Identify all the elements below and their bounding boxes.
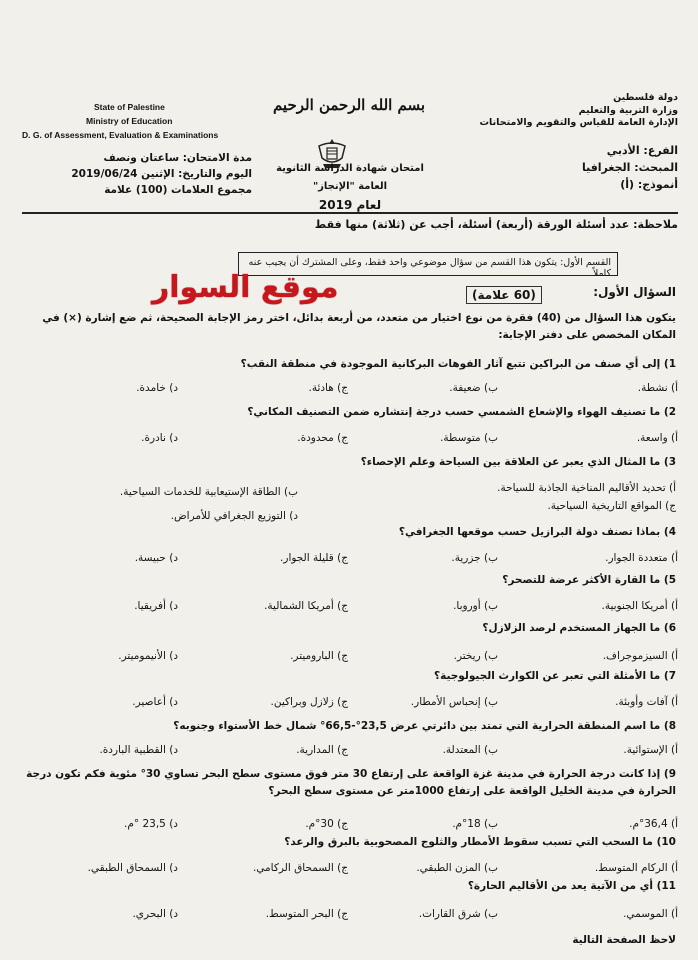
option: ب) جزرية. [451,552,498,564]
option: أ) الركام المتوسط. [594,862,678,874]
options-row [22,382,678,398]
question-item: 6) ما الجهاز المستخدم لرصد الزلازل؟ [482,622,676,634]
option: ج) المدارية. [296,744,348,756]
option: د) التوزيع الجغرافي للأمراض. [170,510,298,522]
option: ج) أمريكا الشمالية. [264,600,348,612]
question-item: 1) إلى أي صنف من البراكين تتبع آثار الفوهات البركانية الموجودة في منطقة النقب؟ [240,358,676,370]
option: د) السمحاق الطبقي. [87,862,178,874]
question-1-intro: يتكون هذا السؤال من (40) فقرة من نوع اختيار من متعدد، من أربعة بدائل، اختر رمز الإجابة الصحيحة، ثم ضع إشارة (×) في المكان المخصص على دفتر الإجابة: [42,312,676,341]
option: د) أفريقيا. [134,600,178,612]
arabic-header [468,92,678,193]
option: د) حبيسة. [134,552,178,564]
option: أ) تحديد الأقاليم المناخية الجاذبة للسياحة. [497,482,676,494]
options-row [22,696,678,712]
options-row [22,818,678,834]
options-row [22,600,678,616]
question-item: 5) ما القارة الأكثر عرضة للتصحر؟ [502,574,676,586]
option: أ) متعددة الجوار. [605,552,678,564]
branch: الفرع: الأدبي [606,143,678,157]
question-1-title: السؤال الأول: [593,285,676,299]
option: أ) نشطة. [637,382,678,394]
option: أ) السيزموجراف. [602,650,678,662]
option: ج) البحر المتوسط. [265,908,348,920]
option: ج) الباروميتر. [290,650,348,662]
model: أنموذج: (أ) [620,177,678,191]
en-state: State of Palestine [94,102,165,112]
option: ب) 18°م. [452,818,498,830]
option: ب) شرق القارات. [418,908,498,920]
ar-directorate: الإدارة العامة للقياس والتقويم والامتحانات [479,117,678,128]
option: ج) السمحاق الركامي. [252,862,348,874]
option: ب) ريختر. [453,650,498,662]
option: ج) هادئة. [308,382,348,394]
question-item: 8) ما اسم المنطقة الحرارية التي تمتد بين دائرتي عرض 23,5°-66,5° شمال خط الأستواء وجنوبه؟ [173,720,676,732]
options-row [22,650,678,666]
watermark: موقع السوار [152,270,339,305]
option: ب) متوسطة. [440,432,498,444]
option: ب) ضعيفة. [449,382,498,394]
option: ج) المواقع التاريخية السياحية. [547,500,676,512]
option: ب) المعتدلة. [442,744,498,756]
option: ج) محدودة. [297,432,348,444]
option: أ) واسعة. [636,432,678,444]
exam-meta [22,150,252,198]
question-item: 2) ما تصنيف الهواء والإشعاع الشمسي حسب درجة إنتشاره ضمن التصنيف المكاني؟ [247,406,676,418]
header-divider [22,212,678,214]
option: د) 23,5 °م. [124,818,178,830]
exam-title-block [260,160,440,214]
options-row [22,552,678,568]
en-directorate: D. G. of Assessment, Evaluation & Examinations [22,130,219,140]
option: أ) 36,4°م. [629,818,678,830]
option: د) القطبية الباردة. [99,744,178,756]
ar-ministry: وزارة التربية والتعليم [578,104,678,116]
exam-total: مجموع العلامات (100) علامة [104,184,252,196]
option: ج) قليلة الجوار. [280,552,348,564]
option: د) خامدة. [136,382,178,394]
option: د) أعاصير. [132,696,178,708]
option: ب) إنحباس الأمطار. [410,696,498,708]
exam-title: امتحان شهادة الدراسة الثانوية العامة "الإنجاز" [276,163,424,192]
option: ج) 30°م. [305,818,348,830]
section-box: القسم الأول: يتكون هذا القسم من سؤال موضوعي واحد فقط، وعلى المشترك أن يجيب عنه كاملاً [238,252,618,276]
exam-duration: مدة الامتحان: ساعتان ونصف [103,152,252,164]
options-row [22,908,678,924]
paper-note: ملاحظة: عدد أسئلة الورقة (أربعة) أسئلة، أجب عن (ثلاثة) منها فقط [314,218,678,231]
bismillah: بسم الله الرحمن الرحيم [272,96,426,114]
option: د) الأنيموميتر. [118,650,178,662]
exam-year: لعام 2019 [318,198,382,212]
ar-state: دولة فلسطين [613,92,678,103]
question-item: 3) ما المثال الذي يعبر عن العلاقة بين السياحة وعلم الإحصاء؟ [360,456,676,468]
option: أ) أمريكا الجنوبية. [601,600,678,612]
en-ministry: Ministry of Education [86,116,173,126]
subject: المبحث: الجغرافيا [581,160,678,174]
option: أ) آفات وأوبئة. [615,696,678,708]
exam-date: اليوم والتاريخ: الإثنين 2019/06/24 [71,168,252,180]
options-row [22,862,678,878]
option: ب) الطاقة الإستيعابية للخدمات السياحية. [119,486,298,498]
option: أ) الإستوائية. [623,744,678,756]
options-row [22,744,678,760]
option: ج) زلازل وبراكين. [270,696,348,708]
question-item: 11) أي من الآتية يعد من الأقاليم الحارة؟ [467,880,676,892]
option: ب) المزن الطبقي. [416,862,498,874]
question-1-marks: (60 علامة) [466,286,542,304]
options-row [22,432,678,448]
question-item: 4) بماذا تصنف دولة البرازيل حسب موقعها الجغرافي؟ [398,526,676,538]
option: أ) الموسمي. [623,908,678,920]
english-header [22,100,252,142]
question-item: 7) ما الأمثلة التي تعبر عن الكوارث الجيولوجية؟ [433,670,676,682]
option: د) نادرة. [141,432,178,444]
option: ب) أوروبا. [453,600,498,612]
next-page-note: لاحظ الصفحة التالية [572,934,676,946]
question-item: 9) إذا كانت درجة الحرارة في مدينة غزة الواقعة على إرتفاع 30 متر فوق مستوى سطح البحر تساوي 30° مئوية فكم تكون درجة الحرارة في مدينة الخليل الواقعة على إرتفاع 1000متر عن مستوى سطح البحر؟ [26,768,676,797]
option: د) البحري. [132,908,178,920]
question-item: 10) ما السحب التي تسبب سقوط الأمطار والثلوج المصحوبية بالبرق والرعد؟ [284,836,676,848]
